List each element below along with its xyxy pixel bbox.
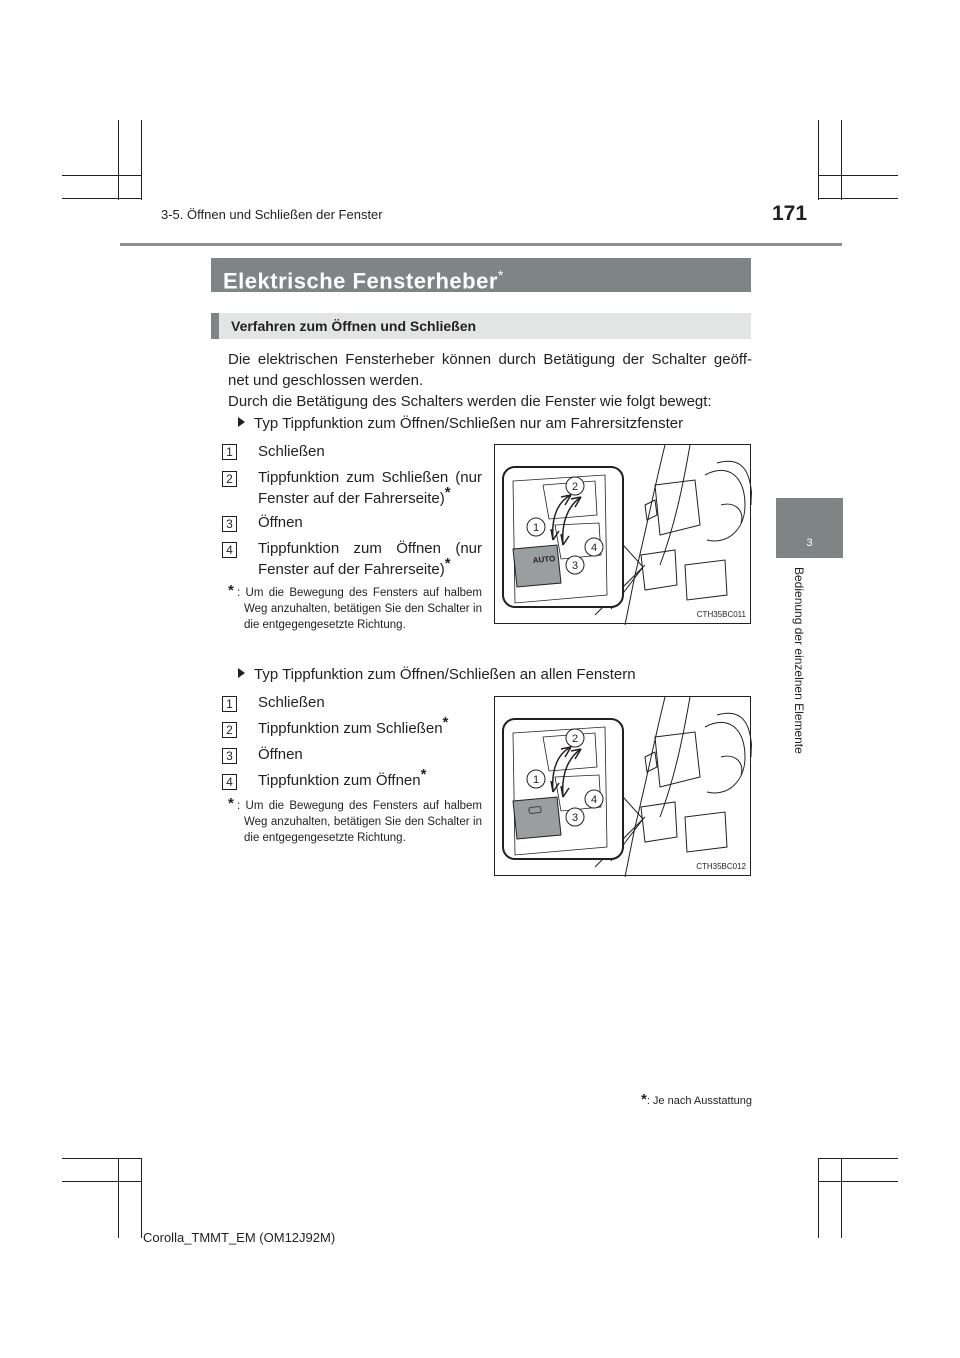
header-rule [120,243,842,246]
bullet-text: Typ Tippfunktion zum Öffnen/Schließen an allen Fenstern [254,666,636,683]
item-number: 1 [222,696,237,712]
item-number: 3 [222,516,237,532]
item-text: Öffnen [258,746,303,763]
running-header: 3-5. Öffnen und Schließen der Fenster [161,207,383,222]
intro-line-1: Die elektrischen Fensterheber können durch Betätigung der Schalter geöff- [228,351,752,368]
figure-label: 2 [571,733,579,745]
note-text: : Um die Bewegung des Fensters auf halbem Weg anzuhalten, betätigen Sie den Schalter in die entgegengesetzte Richtung. [237,800,482,844]
figure-label: 3 [571,812,579,824]
bullet-triangle-icon [238,417,245,427]
switch-label: AUTO [532,554,556,565]
note-asterisk: * [228,795,234,812]
figure-label: 1 [532,522,540,534]
footnote [632,1091,752,1108]
figure-code: CTH35BC011 [696,610,746,619]
item-text: Tippfunktion zum Schließen (nur [258,469,482,486]
item-number: 2 [222,471,237,487]
intro-line-3: Durch die Betätigung des Schalters werden die Fenster wie folgt bewegt: [228,393,712,410]
asterisk: * [444,484,451,501]
note-asterisk: * [228,582,234,599]
note-text: : Um die Bewegung des Fensters auf halbem Weg anzuhalten, betätigen Sie den Schalter in die entgegengesetzte Richtung. [237,587,482,631]
asterisk: * [444,555,451,572]
item-text-cont: Fenster auf der Fahrerseite)* [258,555,451,578]
item-text: Schließen [258,443,325,460]
figure-label: 4 [590,794,598,806]
item-text: Öffnen [258,514,303,531]
item-text: Tippfunktion zum Öffnen* [258,766,427,789]
figure-code: CTH35BC012 [696,862,746,871]
figure-label: 3 [571,560,579,572]
footnote-text: : Je nach Ausstattung [646,1095,752,1107]
asterisk: * [442,714,449,731]
figure-switch-auto [494,444,751,624]
item-number: 4 [222,542,237,558]
title-asterisk: * [497,267,504,283]
item-number: 4 [222,774,237,790]
item-number: 3 [222,748,237,764]
note-a [228,582,482,633]
figure-label: 4 [590,542,598,554]
page-number: 171 [772,202,808,225]
item-text: Tippfunktion zum Öffnen (nur [258,540,482,557]
footnote-asterisk: * [640,1091,647,1108]
subheading: Verfahren zum Öffnen und Schließen [211,313,751,339]
footer-model: Corolla_TMMT_EM (OM12J92M) [143,1230,336,1245]
item-text-cont: Fenster auf der Fahrerseite)* [258,484,451,507]
chapter-label: Bedienung der einzelnen Elemente [792,567,806,754]
figure-label: 1 [532,774,540,786]
item-number: 2 [222,722,237,738]
bullet-heading-a [238,415,683,432]
item-text: Schließen [258,694,325,711]
note-b [228,795,482,846]
intro-line-2: net und geschlossen werden. [228,372,424,389]
page-title-text: Elektrische Fensterheber [223,268,498,294]
asterisk: * [420,766,427,783]
bullet-text: Typ Tippfunktion zum Öffnen/Schließen nur am Fahrersitzfenster [254,415,684,432]
item-number: 1 [222,444,237,460]
bullet-heading-b [238,666,636,683]
figure-label: 2 [571,481,579,493]
item-text: Tippfunktion zum Schließen* [258,714,449,737]
figure-switch-standard [494,696,751,876]
bullet-triangle-icon [238,668,245,678]
chapter-number: 3 [806,537,813,549]
page-title [211,258,751,292]
chapter-tab [776,498,843,558]
